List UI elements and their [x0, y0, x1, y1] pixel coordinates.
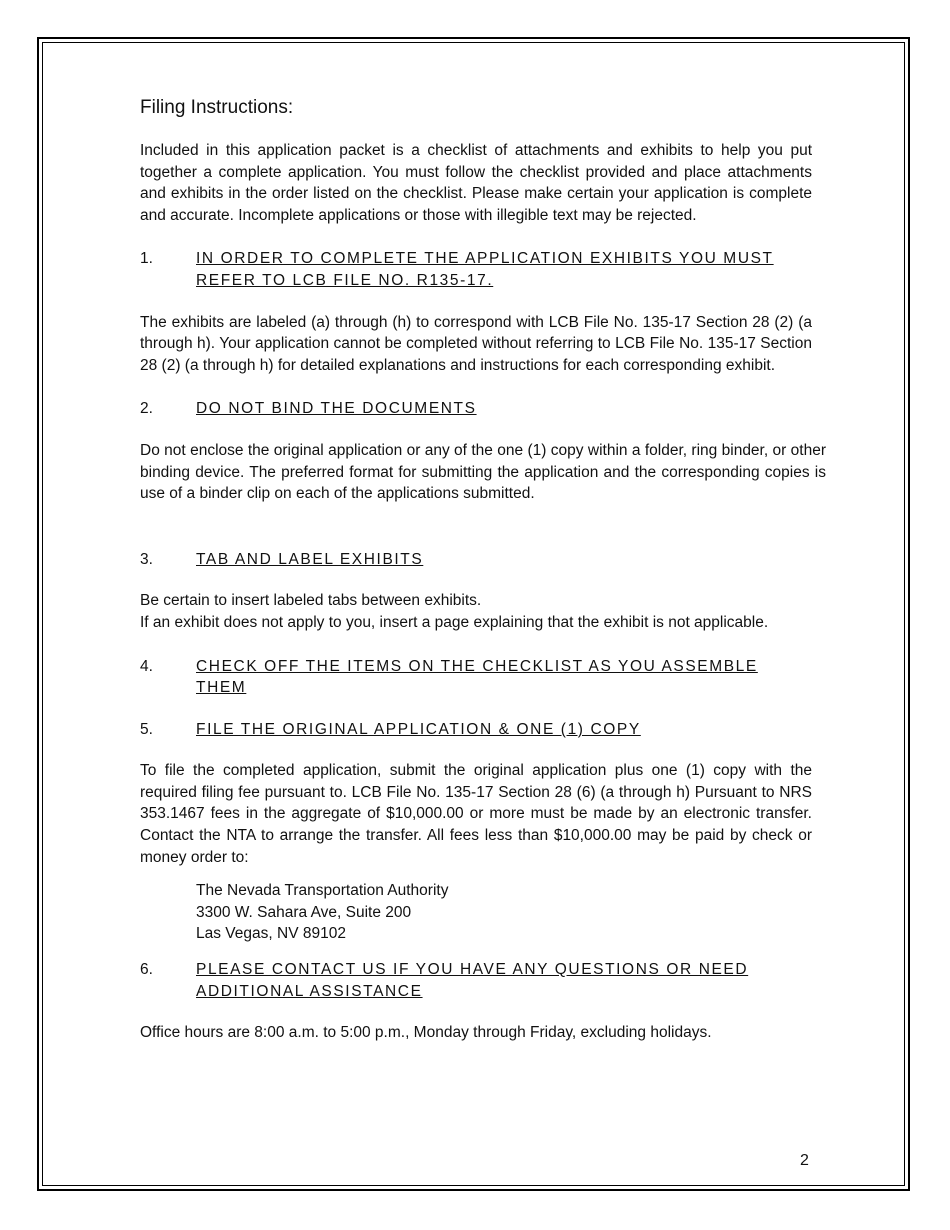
section-5-body: To file the completed application, submit the original application plus one (1) copy with the required filing fee pursuant to. LCB File No. 135-17 Section 28 (6) (a through h) Pursuant to NRS 353.1467 fees in the aggregate of $10,000.00 or more must be made by an electronic transfer. Contact the NTA to arrange the transfer. All fees less than $10,000.00 may be paid by check or money order to: — [140, 762, 812, 866]
section-title: CHECK OFF THE ITEMS ON THE CHECKLIST AS YOU ASSEMBLE THEM — [196, 657, 758, 697]
address-line: 3300 W. Sahara Ave, Suite 200 — [196, 903, 412, 921]
section-number: 3. — [140, 550, 153, 568]
section-1-heading — [140, 248, 812, 291]
address-line: The Nevada Transportation Authority — [196, 882, 449, 900]
section-title: FILE THE ORIGINAL APPLICATION & ONE (1) COPY — [196, 720, 641, 738]
section-number: 5. — [140, 720, 153, 738]
section-6-heading — [140, 959, 812, 1002]
section-3-heading — [140, 549, 812, 571]
section-number: 2. — [140, 400, 153, 418]
section-3-body-line-2: If an exhibit does not apply to you, insert a page explaining that the exhibit is not applicable. — [140, 613, 769, 631]
document-body — [140, 96, 826, 1044]
section-5-heading — [140, 719, 812, 741]
section-3-body-line-1: Be certain to insert labeled tabs between exhibits. — [140, 592, 482, 610]
section-number: 1. — [140, 250, 153, 268]
page-title: Filing Instructions: — [140, 97, 294, 118]
section-title: TAB AND LABEL EXHIBITS — [196, 550, 424, 568]
section-title: IN ORDER TO COMPLETE THE APPLICATION EXHIBITS YOU MUST REFER TO LCB FILE NO. R135-17. — [196, 250, 774, 289]
address-line: Las Vegas, NV 89102 — [196, 925, 346, 943]
section-2-body: Do not enclose the original application or any of the one (1) copy within a folder, ring binder, or other binding device. The preferred format for submitting the application and the corresponding copies is use of a binder clip on each of the applications submitted. — [140, 441, 826, 503]
section-title: DO NOT BIND THE DOCUMENTS — [196, 400, 477, 418]
section-number: 4. — [140, 657, 153, 675]
section-4-heading — [140, 656, 812, 699]
intro-paragraph: Included in this application packet is a checklist of attachments and exhibits to help you put together a complete application. You must follow the checklist provided and place attachments and exhibits in the order listed on the checklist. Please make certain your application is complete and accurate. Incomplete applications or those with illegible text may be rejected. — [140, 142, 812, 224]
section-1-body: The exhibits are labeled (a) through (h) to correspond with LCB File No. 135-17 Section 28 (2) (a through h). Your application cannot be completed without referring to LCB File No. 135-17 Section 28 (2) (a through h) for detailed explanations and instructions for each corresponding exhibit. — [140, 313, 812, 374]
section-number: 6. — [140, 961, 153, 979]
mailing-address — [196, 880, 812, 945]
page-number: 2 — [800, 1152, 809, 1169]
section-2-heading — [140, 398, 812, 420]
section-6-body: Office hours are 8:00 a.m. to 5:00 p.m., Monday through Friday, excluding holidays. — [140, 1024, 712, 1042]
section-title: PLEASE CONTACT US IF YOU HAVE ANY QUESTIONS OR NEED ADDITIONAL ASSISTANCE — [196, 961, 749, 1000]
